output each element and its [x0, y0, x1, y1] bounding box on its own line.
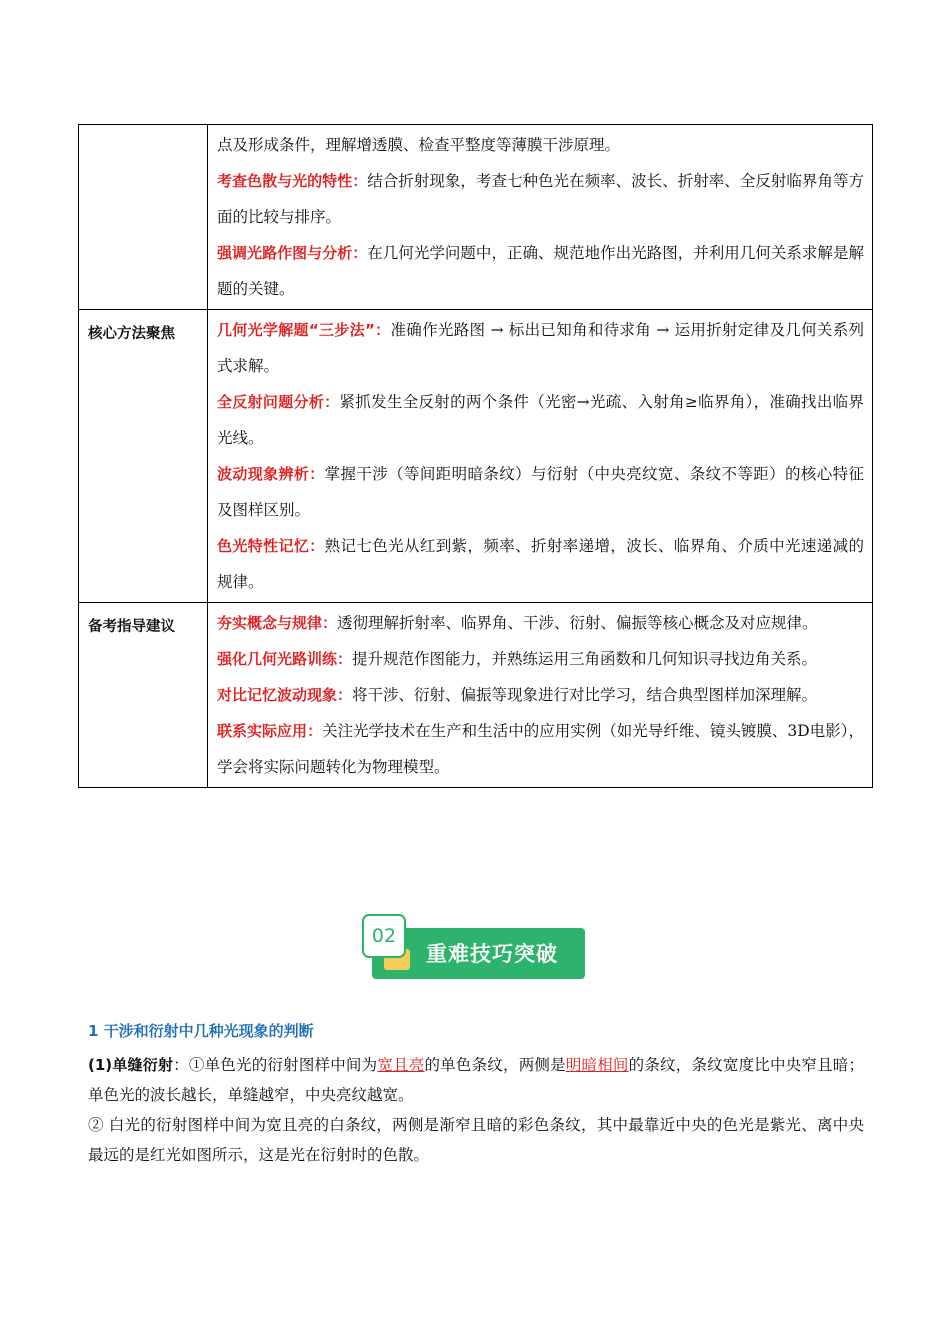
- banner-number: 02: [362, 914, 406, 958]
- paragraph-colon: ：: [173, 1056, 189, 1074]
- paragraph-lead: (1)单缝衍射: [88, 1056, 174, 1074]
- item-text: 准确作光路图 → 标出已知角和待求角 → 运用折射定律及几何关系列式求解。: [217, 321, 865, 375]
- paragraph: [88, 1050, 864, 1110]
- table-row: [79, 603, 873, 788]
- item-lead: 几何光学解题“三步法”：: [217, 321, 391, 339]
- list-item: [217, 677, 864, 713]
- paragraph-text: ①单色光的衍射图样中间为: [188, 1056, 378, 1074]
- item-text: 将干涉、衍射、偏振等现象进行对比学习，结合典型图样加深理解。: [352, 686, 818, 704]
- item-lead: 考查色散与光的特性：: [217, 172, 368, 190]
- row-label: 备考指导建议: [79, 603, 208, 788]
- item-text: 点及形成条件，理解增透膜、检查平整度等薄膜干涉原理。: [217, 136, 621, 154]
- list-item: [217, 641, 864, 677]
- list-item: [217, 312, 864, 384]
- item-text: 紧抓发生全反射的两个条件（光密→光疏、入射角≥临界角），准确找出临界光线。: [217, 393, 864, 447]
- underlined-term: 明暗相间: [565, 1056, 629, 1074]
- item-text: 关注光学技术在生产和生活中的应用实例（如光导纤维、镜头镀膜、3D电影），学会将实际问题转化为物理模型。: [217, 722, 864, 776]
- list-item: [217, 384, 864, 456]
- list-item: [217, 235, 864, 307]
- underlined-term: 宽且亮: [377, 1056, 425, 1074]
- item-lead: 波动现象辨析：: [217, 465, 325, 483]
- paragraph: ② 白光的衍射图样中间为宽且亮的白条纹，两侧是渐窄且暗的彩色条纹，其中最靠近中央的色光是紫光、离中央最远的是红光如图所示，这是光在衍射时的色散。: [88, 1116, 864, 1164]
- table-row: [79, 310, 873, 603]
- item-text: 在几何光学问题中，正确、规范地作出光路图，并利用几何关系求解是解题的关键。: [217, 244, 864, 298]
- item-text: 掌握干涉（等间距明暗条纹）与衍射（中央亮纹宽、条纹不等距）的核心特征及图样区别。: [217, 465, 864, 519]
- row-label: [79, 125, 208, 310]
- item-text: 熟记七色光从红到紫，频率、折射率递增，波长、临界角、介质中光速递减的规律。: [217, 537, 864, 591]
- item-lead: 色光特性记忆：: [217, 537, 325, 555]
- row-content: [208, 310, 873, 603]
- row-label: 核心方法聚焦: [79, 310, 208, 603]
- section-banner: [362, 914, 586, 980]
- item-lead: 全反射问题分析：: [217, 393, 340, 411]
- item-lead: 联系实际应用：: [217, 722, 323, 740]
- list-item: [217, 456, 864, 528]
- item-text: 提升规范作图能力，并熟练运用三角函数和几何知识寻找边角关系。: [352, 650, 818, 668]
- row-content: [208, 603, 873, 788]
- study-guide-table: [78, 124, 873, 788]
- item-text: 透彻理解折射率、临界角、干涉、衍射、偏振等核心概念及对应规律。: [337, 614, 818, 632]
- section-title: 1 干涉和衍射中几种光现象的判断: [88, 1022, 314, 1040]
- list-item: [217, 127, 864, 163]
- banner-title: 重难技巧突破: [426, 942, 558, 966]
- paragraph-text: 的条纹，条纹宽度比中央窄且暗；单色光的波长越长，单缝越窄，中央亮纹越宽。: [88, 1056, 864, 1104]
- list-item: [217, 713, 864, 785]
- row-content: [208, 125, 873, 310]
- paragraph-text: 的单色条纹，两侧是: [424, 1056, 566, 1074]
- item-lead: 对比记忆波动现象：: [217, 686, 353, 704]
- item-lead: 强调光路作图与分析：: [217, 244, 368, 262]
- item-lead: 夯实概念与规律：: [217, 614, 338, 632]
- item-lead: 强化几何光路训练：: [217, 650, 353, 668]
- item-text: 结合折射现象，考查七种色光在频率、波长、折射率、全反射临界角等方面的比较与排序。: [217, 172, 864, 226]
- list-item: [217, 605, 864, 641]
- list-item: [217, 163, 864, 235]
- list-item: [217, 528, 864, 600]
- table-row: [79, 125, 873, 310]
- body-text: [88, 1050, 864, 1170]
